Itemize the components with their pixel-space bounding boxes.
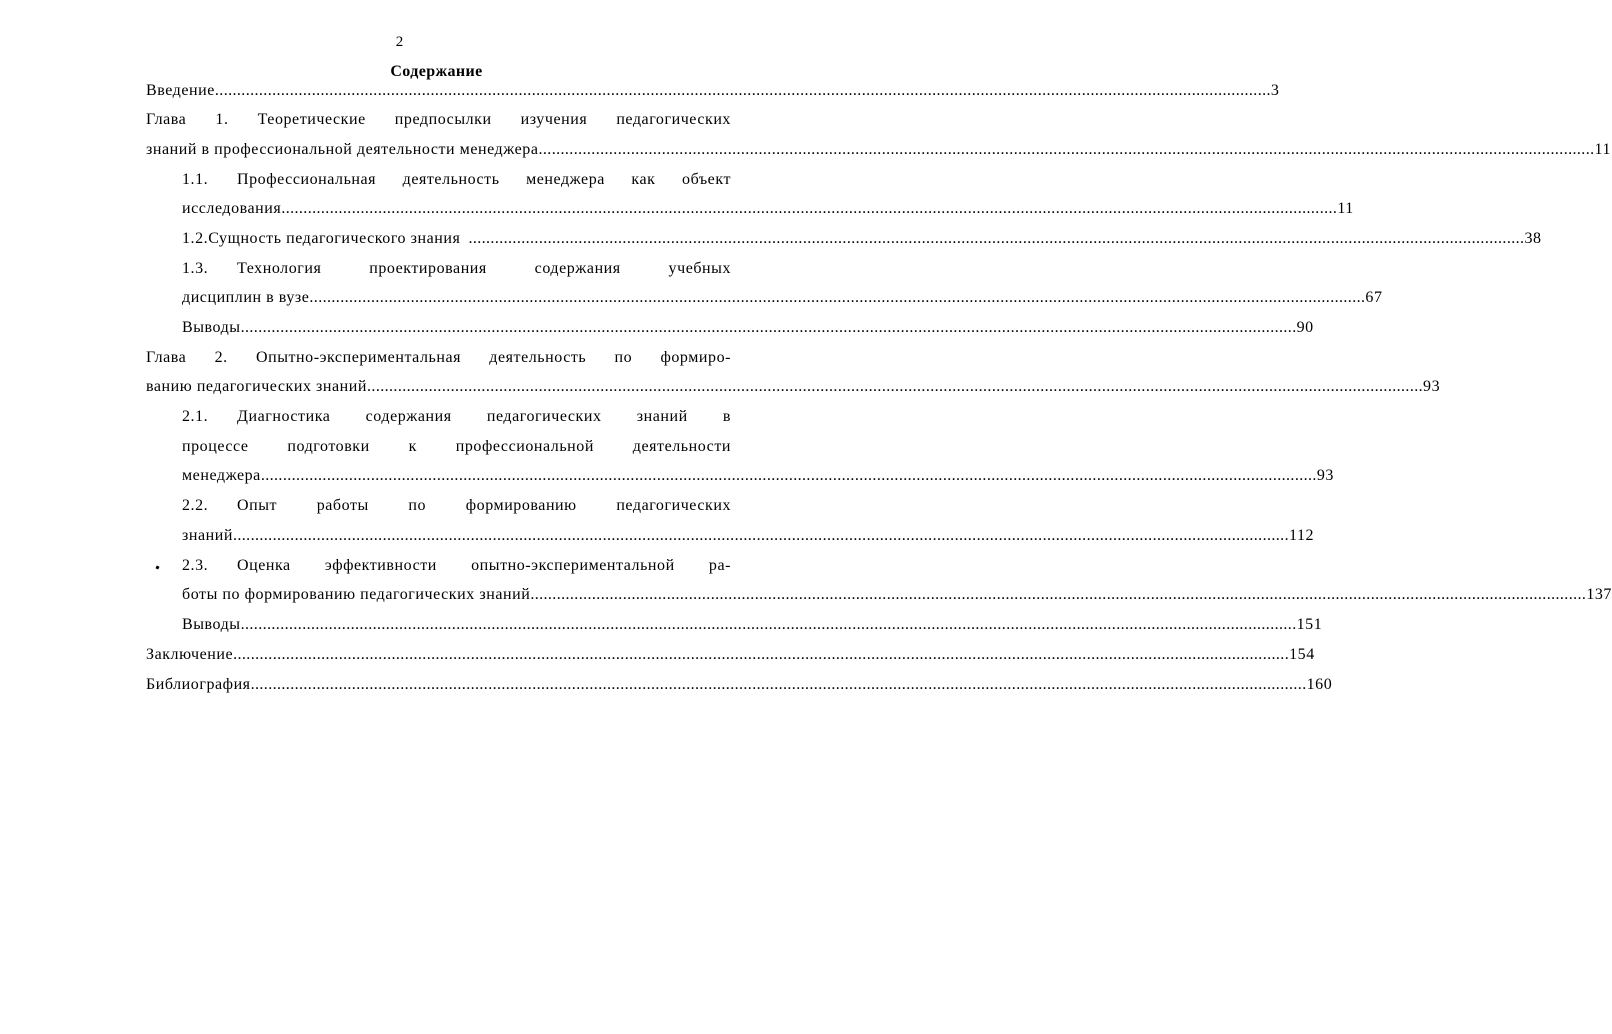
toc-entry-page: 93 — [1316, 467, 1334, 484]
section-number: 1.3. — [182, 260, 209, 277]
scan-speck — [156, 566, 160, 570]
toc-entry-bibliography[interactable] — [146, 674, 1333, 696]
toc-entry-label: Сущность педагогического знания — [208, 230, 461, 247]
toc-entry-page: 38 — [1524, 230, 1542, 247]
toc-conclusions-1[interactable] — [182, 317, 1314, 339]
toc-entry-label: Профессиональная деятельность менеджера как объект — [237, 171, 731, 188]
toc-entry-label: Диагностика содержания педагогических знаний в — [237, 408, 731, 425]
section-number: 1.1. — [182, 171, 209, 188]
toc-entry-label: Заключение — [146, 646, 234, 663]
section-number: 1.2. — [182, 230, 209, 247]
toc-entry-label: менеджера — [182, 467, 261, 484]
toc-entry-intro[interactable] — [146, 80, 1280, 102]
toc-entry-label: Оценка эффективности опытно-экспериментальной ра- — [237, 557, 731, 574]
dot-leader: ................................................................................................................................................................................................................................................ — [233, 646, 1290, 663]
toc-section-2-1-line-1[interactable] — [182, 406, 731, 428]
toc-entry-label: Выводы — [182, 319, 241, 336]
dot-leader: ................................................................................................................................................................................................................................................ — [240, 319, 1297, 336]
toc-section-2-3-line-1[interactable] — [182, 555, 731, 577]
toc-entry-page: 151 — [1296, 616, 1323, 633]
toc-entry-label: ванию педагогических знаний — [146, 378, 368, 395]
page-number: 2 — [395, 34, 404, 50]
toc-entry-page: 160 — [1306, 676, 1333, 693]
page-title: Содержание — [390, 63, 483, 80]
toc-conclusions-2[interactable] — [182, 614, 1323, 636]
toc-entry-label: исследования — [182, 200, 282, 217]
dot-leader: ................................................................................................................................................................................................................................................ — [468, 230, 1525, 247]
dot-leader: ................................................................................................................................................................................................................................................ — [367, 378, 1424, 395]
toc-entry-label: Опыт работы по формированию педагогических — [237, 497, 731, 514]
toc-entry-label: Введение — [146, 82, 215, 99]
toc-section-2-3[interactable] — [182, 584, 1612, 606]
toc-entry-label: знаний в профессиональной деятельности менеджера — [146, 141, 539, 158]
toc-entry-page: 137 — [1586, 586, 1612, 603]
dot-leader: ................................................................................................................................................................................................................................................ — [309, 289, 1366, 306]
toc-entry-conclusion[interactable] — [146, 644, 1315, 666]
toc-entry-page: 90 — [1296, 319, 1314, 336]
toc-entry-page: 3 — [1270, 82, 1280, 99]
toc-section-1-3[interactable] — [182, 287, 1383, 309]
toc-section-1-3-line-1[interactable] — [182, 258, 731, 280]
toc-entry-label: Библиография — [146, 676, 251, 693]
dot-leader: ................................................................................................................................................................................................................................................ — [250, 676, 1307, 693]
toc-chapter-1[interactable] — [146, 139, 1612, 161]
toc-chapter-2[interactable] — [146, 376, 1441, 398]
section-number: 2.3. — [182, 557, 209, 574]
toc-entry-page: 67 — [1365, 289, 1383, 306]
dot-leader: ................................................................................................................................................................................................................................................ — [240, 616, 1297, 633]
toc-entry-label: знаний — [182, 527, 233, 544]
toc-section-1-1-line-1[interactable] — [182, 169, 731, 191]
toc-entry-page: 11 — [1337, 200, 1354, 217]
toc-section-1-2[interactable] — [182, 228, 1542, 250]
toc-entry-label: Выводы — [182, 616, 241, 633]
toc-entry-label: Технология проектирования содержания учебных — [237, 260, 731, 277]
dot-leader: ................................................................................................................................................................................................................................................ — [260, 467, 1317, 484]
toc-section-2-1-line-2[interactable]: процессе подготовки к профессиональной деятельности — [182, 438, 731, 455]
toc-entry-page: 93 — [1423, 378, 1441, 395]
toc-section-2-2[interactable] — [182, 525, 1315, 547]
toc-chapter-2-line-1[interactable]: Глава 2. Опытно-экспериментальная деятельность по формиро- — [146, 349, 731, 366]
toc-section-2-2-line-1[interactable] — [182, 495, 731, 517]
toc-entry-page: 11 — [1594, 141, 1612, 158]
toc-entry-label: дисциплин в вузе — [182, 289, 310, 306]
section-number: 2.2. — [182, 497, 209, 514]
dot-leader: ................................................................................................................................................................................................................................................ — [214, 82, 1271, 99]
toc-section-2-1[interactable] — [182, 465, 1334, 487]
toc-entry-page: 112 — [1288, 527, 1315, 544]
toc-section-1-1[interactable] — [182, 198, 1354, 220]
dot-leader: ................................................................................................................................................................................................................................................ — [232, 527, 1289, 544]
section-number: 2.1. — [182, 408, 209, 425]
dot-leader: ................................................................................................................................................................................................................................................ — [530, 586, 1587, 603]
toc-chapter-1-line-1[interactable]: Глава 1. Теоретические предпосылки изучения педагогических — [146, 111, 731, 128]
dot-leader: ................................................................................................................................................................................................................................................ — [538, 141, 1595, 158]
dot-leader: ................................................................................................................................................................................................................................................ — [281, 200, 1338, 217]
toc-entry-page: 154 — [1289, 646, 1315, 663]
toc-entry-label: боты по формированию педагогических знаний — [182, 586, 531, 603]
